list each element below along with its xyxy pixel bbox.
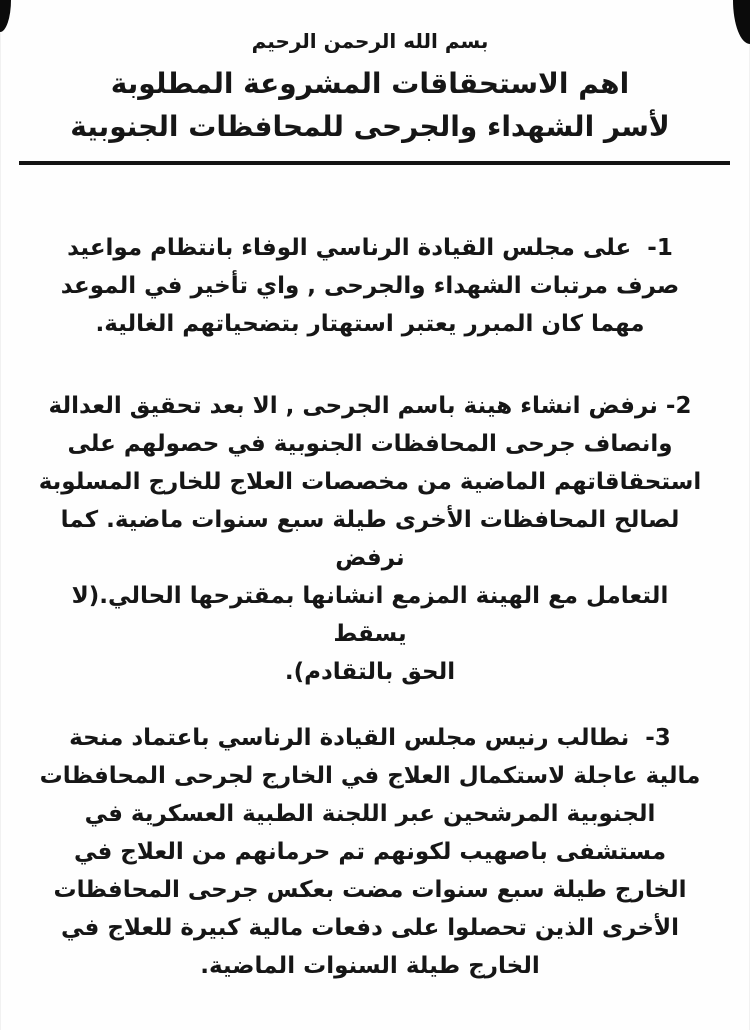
- text-line: مهما كان المبرر يعتبر استهتار بتضحياتهم الغالية.: [95, 311, 645, 337]
- paragraph-2: [35, 387, 705, 691]
- text-line: التعامل مع الهينة المزمع انشانها بمقترحها الحالي.(لا يسقط: [71, 583, 669, 647]
- text-line: صرف مرتبات الشهداء والجرحى , واي تأخير في الموعد: [60, 273, 680, 299]
- text-line: وانصاف جرحى المحافظات الجنوبية في حصولهم على: [67, 431, 673, 457]
- paragraph-1: [35, 229, 705, 343]
- text-line: مستشفى باصهيب لكونهم تم حرمانهم من العلاج في: [73, 839, 667, 865]
- title-divider: [19, 161, 730, 165]
- text-line: مالية عاجلة لاستكمال العلاج في الخارج لجرحى المحافظات: [39, 763, 701, 789]
- text-line: الأخرى الذين تحصلوا على دفعات مالية كبيرة للعلاج في: [61, 915, 679, 941]
- text-line: الخارج طيلة سبع سنوات مضت بعكس جرحى المحافظات: [53, 877, 687, 903]
- text-line: 2- نرفض انشاء هينة باسم الجرحى , الا بعد تحقيق العدالة: [48, 393, 692, 419]
- text-line: الجنوبية المرشحين عبر اللجنة الطبية العسكرية في: [84, 801, 656, 827]
- text-line: 1- على مجلس القيادة الرناسي الوفاء بانتظام مواعيد: [67, 235, 673, 261]
- document-title: اهم الاستحقاقات المشروعة المطلوبة: [110, 67, 630, 100]
- paragraph-3: [35, 719, 705, 985]
- bismillah-text: بسم الله الرحمن الرحيم: [251, 29, 489, 53]
- text-line: الحق بالتقادم).: [284, 659, 456, 685]
- text-line: 3- نطالب رنيس مجلس القيادة الرناسي باعتماد منحة: [69, 725, 671, 751]
- document-subtitle: لأسر الشهداء والجرحى للمحافظات الجنوبية: [70, 110, 670, 143]
- text-line: الخارج طيلة السنوات الماضية.: [200, 953, 540, 979]
- text-line: لصالح المحافظات الأخرى طيلة سبع سنوات ماضية. كما نرفض: [60, 507, 680, 571]
- text-line: استحقاقاتهم الماضية من مخصصات العلاج للخارج المسلوبة: [38, 469, 702, 495]
